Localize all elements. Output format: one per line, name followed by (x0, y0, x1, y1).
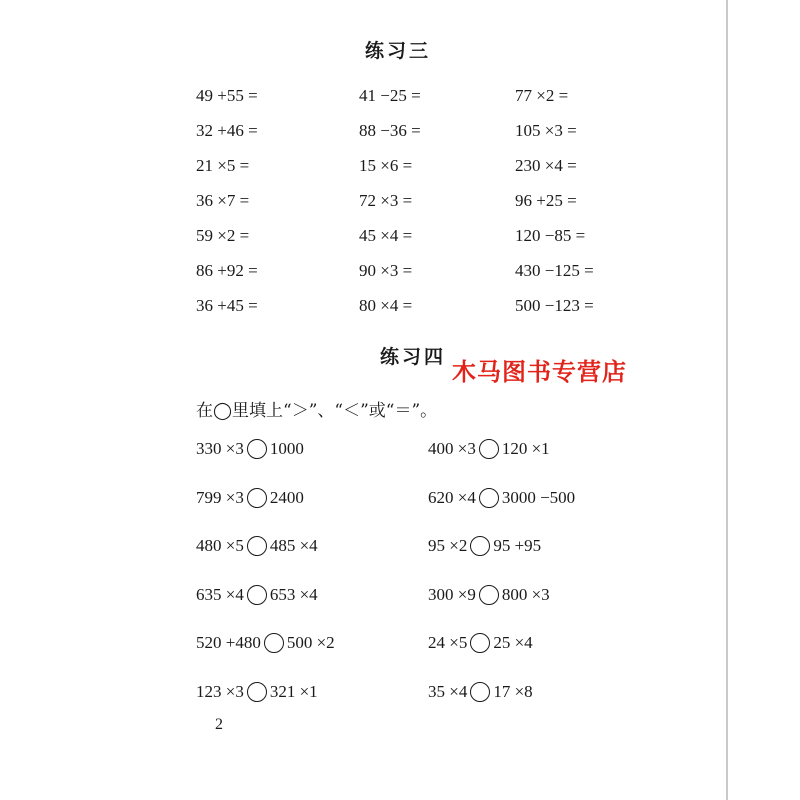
comparison-right-expression: 800 ×3 (501, 584, 550, 604)
comparison-row (428, 682, 533, 702)
answer-circle[interactable] (247, 585, 267, 605)
answer-circle[interactable] (247, 682, 267, 702)
practice-4-instruction: 在◯里填上“＞”、“＜”或“＝”。 (196, 401, 438, 421)
problem-item: 15 ×6 = (359, 156, 413, 175)
comparison-left-expression: 35 ×4 (428, 682, 468, 701)
comparison-left-expression: 123 ×3 (196, 682, 244, 701)
problem-item: 96 +25 = (515, 191, 577, 210)
comparison-left-expression: 24 ×5 (428, 633, 468, 653)
answer-circle[interactable] (470, 682, 490, 702)
comparison-right-expression: 1000 (269, 439, 304, 458)
page-edge-line (726, 0, 728, 800)
comparison-right-expression: 321 ×1 (269, 682, 318, 701)
comparison-left-expression: 480 ×5 (196, 536, 244, 556)
problem-item: 230 ×4 = (515, 156, 577, 175)
problem-item: 105 ×3 = (515, 121, 577, 140)
comparison-row (196, 585, 318, 605)
practice-4-title: 练习四 (379, 346, 446, 368)
problem-item: 49 +55 = (196, 86, 258, 105)
comparison-right-expression: 25 ×4 (493, 633, 533, 653)
comparison-right-expression: 95 +95 (493, 536, 542, 556)
comparison-row (428, 488, 575, 508)
comparison-right-expression: 120 ×1 (501, 439, 550, 458)
problem-item: 90 ×3 = (359, 261, 413, 280)
comparison-row (196, 633, 335, 653)
comparison-left-expression: 620 ×4 (428, 487, 476, 507)
problem-item: 80 ×4 = (359, 296, 413, 315)
answer-circle[interactable] (247, 536, 267, 556)
comparison-left-expression: 95 ×2 (428, 536, 468, 556)
comparison-row (196, 488, 304, 508)
answer-circle[interactable] (479, 439, 499, 459)
answer-circle[interactable] (470, 536, 490, 556)
problem-item: 500 −123 = (515, 296, 594, 315)
comparison-right-expression: 3000 −500 (501, 487, 576, 507)
comparison-row (428, 633, 533, 653)
problem-item: 41 −25 = (359, 86, 421, 105)
comparison-left-expression: 520 +480 (196, 633, 261, 653)
problem-item: 59 ×2 = (196, 226, 250, 245)
answer-circle[interactable] (470, 633, 490, 653)
store-watermark: 木马图书专营店 (452, 358, 627, 386)
answer-circle[interactable] (247, 488, 267, 508)
comparison-row (428, 439, 550, 459)
comparison-row (196, 439, 304, 459)
comparison-right-expression: 17 ×8 (493, 682, 533, 701)
answer-circle[interactable] (264, 633, 284, 653)
answer-circle[interactable] (479, 488, 499, 508)
comparison-left-expression: 400 ×3 (428, 439, 476, 458)
problem-item: 72 ×3 = (359, 191, 413, 210)
comparison-left-expression: 330 ×3 (196, 439, 244, 458)
problem-item: 86 +92 = (196, 261, 258, 280)
comparison-left-expression: 635 ×4 (196, 584, 244, 604)
problem-item: 430 −125 = (515, 261, 594, 280)
comparison-row (428, 536, 541, 556)
comparison-row (428, 585, 550, 605)
problem-item: 36 ×7 = (196, 191, 250, 210)
comparison-right-expression: 653 ×4 (269, 584, 318, 604)
comparison-left-expression: 300 ×9 (428, 584, 476, 604)
comparison-right-expression: 485 ×4 (269, 536, 318, 556)
answer-circle[interactable] (247, 439, 267, 459)
page-number: 2 (215, 716, 223, 733)
comparison-right-expression: 2400 (269, 487, 304, 507)
comparison-right-expression: 500 ×2 (286, 633, 335, 653)
comparison-row (196, 536, 318, 556)
problem-item: 32 +46 = (196, 121, 258, 140)
problem-item: 120 −85 = (515, 226, 586, 245)
practice-3-title: 练习三 (364, 40, 431, 62)
problem-item: 77 ×2 = (515, 86, 569, 105)
problem-item: 88 −36 = (359, 121, 421, 140)
problem-item: 21 ×5 = (196, 156, 250, 175)
problem-item: 45 ×4 = (359, 226, 413, 245)
comparison-left-expression: 799 ×3 (196, 487, 244, 507)
problem-item: 36 +45 = (196, 296, 258, 315)
answer-circle[interactable] (479, 585, 499, 605)
comparison-row (196, 682, 318, 702)
